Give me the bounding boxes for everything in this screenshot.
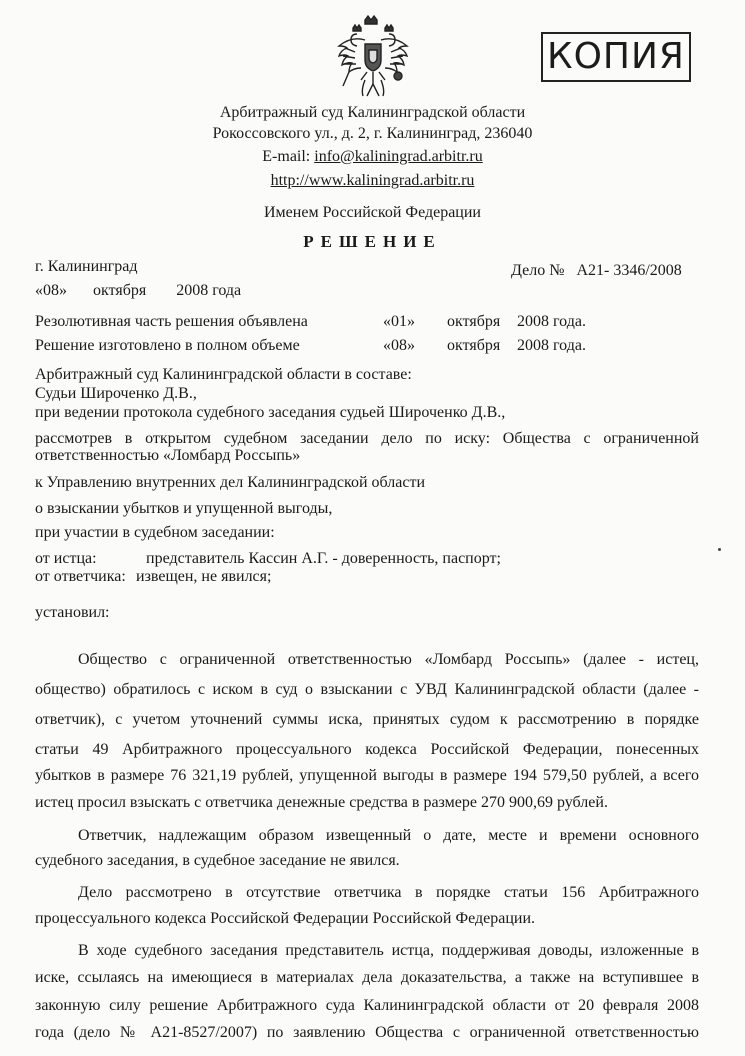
paragraph-4-line: В ходе судебного заседания представитель истца, поддерживая доводы, изложенные в xyxy=(78,942,699,959)
full-decision-day: «08» xyxy=(383,337,415,354)
paragraph-2-line: Ответчик, надлежащим образом извещенный о дате, месте и времени основного xyxy=(78,827,699,844)
court-name: Арбитражный суд Калининградской области xyxy=(219,104,526,121)
case-label: Дело № xyxy=(511,262,565,279)
participation-line: при участии в судебном заседании: xyxy=(35,524,275,541)
court-email-line xyxy=(0,148,745,166)
paragraph-1-line: истец просил взыскать с ответчика денежные средства в размере 270 900,69 рублей. xyxy=(35,794,608,811)
date-year: 2008 xyxy=(176,282,209,299)
resolution-month: октября xyxy=(447,313,501,330)
decision-date xyxy=(35,282,241,300)
paragraph-4-line: законную силу решение Арбитражного суда Калининградской области от 20 февраля 2008 xyxy=(35,997,699,1014)
email-label: E-mail: xyxy=(262,148,315,165)
coat-of-arms-emblem xyxy=(335,14,411,98)
defendant-line: к Управлению внутренних дел Калининградской области xyxy=(35,474,426,491)
scan-speck xyxy=(718,548,721,551)
email-link[interactable]: info@kaliningrad.arbitr.ru xyxy=(314,148,483,165)
copy-stamp: КОПИЯ xyxy=(541,32,691,82)
paragraph-1-line: убытков в размере 76 321,19 рублей, упущенной выгоды в размере 194 579,50 рублей, а всего xyxy=(35,767,699,784)
court-website xyxy=(0,172,745,190)
case-number: А21- 3346/2008 xyxy=(576,262,682,279)
paragraph-4-line: года (дело № А21-8527/2007) по заявлению Общества с ограниченной ответственностью xyxy=(35,1024,699,1041)
date-month: октября xyxy=(93,282,147,299)
claim-line-1: рассмотрев в открытом судебном заседании дело по иску: Общества с ограниченной xyxy=(35,430,699,447)
paragraph-4-line: иске, ссылаясь на имеющиеся в материалах дела доказательства, а также на вступившее в xyxy=(35,969,699,986)
claim-line-2: ответственностью «Ломбард Россыпь» xyxy=(35,447,301,464)
court-composition: Арбитражный суд Калининградской области в составе: xyxy=(35,366,412,383)
paragraph-1-line: Общество с ограниченной ответственностью «Ломбард Россыпь» (далее - истец, xyxy=(78,651,699,668)
full-decision-year: 2008 года. xyxy=(517,337,586,354)
full-decision-label: Решение изготовлено в полном объеме xyxy=(35,337,300,354)
resolution-day: «01» xyxy=(383,313,415,330)
plaintiff-value: представитель Кассин А.Г. - доверенность, паспорт; xyxy=(146,550,501,567)
paragraph-1-line: ответчик), с учетом уточнений суммы иска, принятых судом к рассмотрению в порядке xyxy=(35,711,699,728)
date-day: «08» xyxy=(35,282,67,299)
paragraph-3-line: Дело рассмотрено в отсутствие ответчика в порядке статьи 156 Арбитражного xyxy=(78,884,699,901)
date-year-word: года xyxy=(212,282,242,299)
paragraph-1-line: статьи 49 Арбитражного процессуального кодекса Российской Федерации, понесенных xyxy=(35,741,699,758)
full-decision-month: октября xyxy=(447,337,501,354)
established-label: установил: xyxy=(35,604,110,621)
paragraph-1-line: общество) обратилось с иском в суд о взыскании с УВД Калининградской области (далее - xyxy=(35,681,699,698)
judge-name: Судьи Широченко Д.В., xyxy=(35,385,197,402)
resolution-announced-label: Резолютивная часть решения объявлена xyxy=(35,313,308,330)
city: г. Калининград xyxy=(35,258,138,275)
subject-line: о взыскании убытков и упущенной выгоды, xyxy=(35,500,333,517)
plaintiff-label: от истца: xyxy=(35,550,97,567)
case-number-line xyxy=(511,262,682,280)
in-name-of-federation: Именем Российской Федерации xyxy=(264,204,481,221)
resolution-year: 2008 года. xyxy=(517,313,586,330)
paragraph-2-line: судебного заседания, в судебное заседание не явился. xyxy=(35,852,400,869)
document-title: РЕШЕНИЕ xyxy=(303,232,442,251)
protocol-line: при ведении протокола судебного заседания судьей Широченко Д.В., xyxy=(35,404,506,421)
respondent-value: извещен, не явился; xyxy=(136,568,272,585)
website-link[interactable]: http://www.kaliningrad.arbitr.ru xyxy=(270,172,475,189)
court-address: Рокоссовского ул., д. 2, г. Калининград, 236040 xyxy=(212,125,533,142)
respondent-label: от ответчика: xyxy=(35,568,126,585)
paragraph-3-line: процессуального кодекса Российской Федерации Российской Федерации. xyxy=(35,910,535,927)
